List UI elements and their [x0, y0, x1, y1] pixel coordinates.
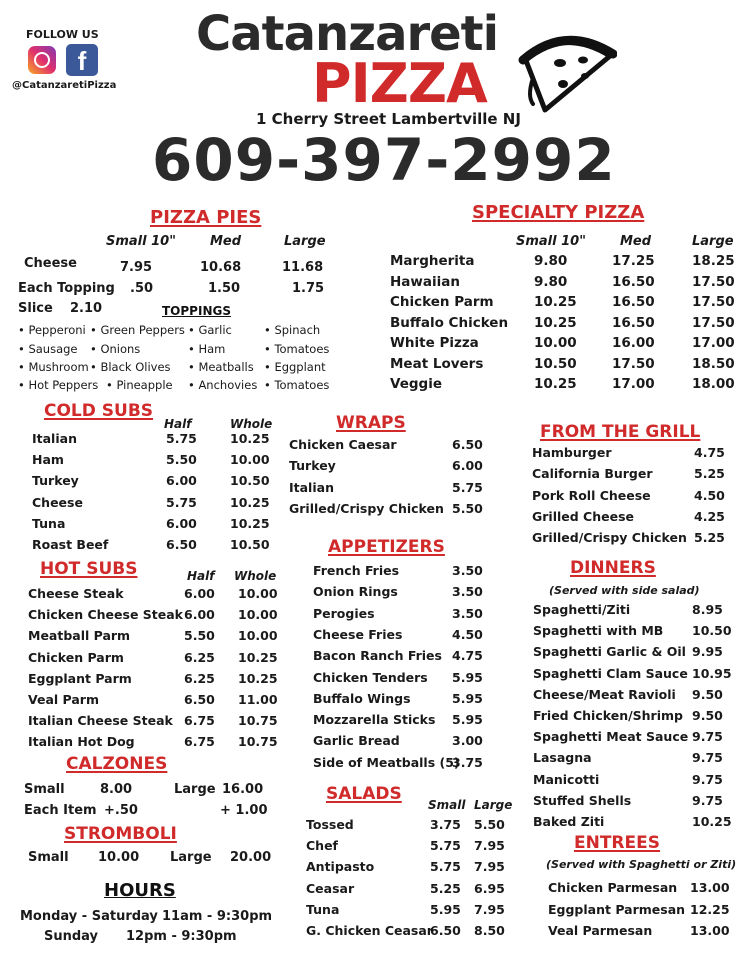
col-large: Large	[284, 234, 326, 249]
specialty-item-large: 17.00	[692, 335, 735, 351]
hot-sub-name: Eggplant Parm	[28, 670, 132, 686]
calzone-each-large: + 1.00	[220, 803, 268, 818]
topping: • Mushroom	[18, 360, 89, 374]
hot-sub-whole: 10.75	[238, 734, 278, 750]
specialty-item-large: 18.25	[692, 253, 735, 269]
topping: • Pineapple	[106, 378, 173, 392]
appetizer-price: 3.00	[452, 733, 483, 749]
phone-number[interactable]: 609-397-2992	[152, 126, 616, 194]
topping: • Black Olives	[90, 360, 171, 374]
hot-sub-name: Veal Parm	[28, 692, 99, 707]
appetizer-price: 5.95	[452, 712, 483, 728]
hot-sub-half: 6.50	[184, 692, 215, 707]
specialty-item-med: 16.00	[612, 335, 655, 351]
hot-sub-whole: 10.00	[238, 607, 278, 623]
salad-name: G. Chicken Ceasar	[306, 923, 433, 938]
pie-large: 11.68	[282, 260, 324, 275]
follow-us-label: FOLLOW US	[26, 28, 99, 41]
dinner-price: 8.95	[692, 602, 723, 617]
cold-sub-whole: 10.50	[230, 473, 270, 489]
specialty-item-large: 17.50	[692, 294, 735, 310]
topping: • Garlic	[188, 323, 232, 337]
entree-name: Veal Parmesan	[548, 923, 653, 938]
salad-large: 7.95	[474, 901, 505, 917]
col-half: Half	[187, 569, 215, 583]
hot-sub-half: 5.50	[184, 628, 215, 644]
appetizer-price: 3.50	[452, 605, 483, 621]
entrees-title: ENTREES	[574, 833, 660, 853]
appetizer-price: 5.95	[452, 669, 483, 685]
salad-large: 8.50	[474, 923, 505, 938]
salad-large: 5.50	[474, 817, 505, 832]
hot-sub-whole: 11.00	[238, 692, 278, 707]
address: 1 Cherry Street Lambertville NJ	[256, 110, 521, 128]
hot-sub-half: 6.75	[184, 734, 215, 750]
specialty-item-small: 10.00	[534, 335, 577, 351]
salad-large: 7.95	[474, 859, 505, 875]
hot-sub-whole: 10.00	[238, 628, 278, 644]
appetizers-title: APPETIZERS	[328, 537, 445, 557]
dinner-price: 10.50	[692, 623, 732, 639]
pizza-slice-icon	[505, 18, 617, 118]
specialty-item-med: 17.25	[612, 253, 655, 269]
wrap-name: Chicken Caesar	[289, 437, 397, 452]
hot-sub-name: Meatball Parm	[28, 628, 131, 644]
entree-name: Eggplant Parmesan	[548, 901, 686, 917]
appetizer-name: Buffalo Wings	[313, 690, 411, 706]
cold-sub-name: Ham	[32, 452, 64, 468]
appetizer-name: Mozzarella Sticks	[313, 712, 436, 728]
dinner-price: 9.75	[692, 771, 723, 787]
hot-sub-whole: 10.00	[238, 586, 278, 601]
cold-subs-title: COLD SUBS	[44, 401, 154, 421]
calzone-large-label: Large	[174, 782, 216, 797]
pizza-pies-title: PIZZA PIES	[150, 207, 262, 228]
appetizer-price: 4.75	[452, 648, 483, 664]
cold-sub-whole: 10.50	[230, 537, 270, 552]
grill-item-name: Hamburger	[532, 445, 612, 460]
col-med: Med	[620, 234, 652, 249]
stromboli-large-label: Large	[170, 850, 212, 865]
salad-name: Tossed	[306, 817, 354, 832]
salad-small: 6.50	[430, 923, 461, 938]
salad-small: 5.75	[430, 859, 461, 875]
topping: • Green Peppers	[90, 323, 185, 337]
dinners-note: (Served with side salad)	[549, 584, 700, 597]
salad-large: 6.95	[474, 880, 505, 896]
wrap-price: 6.00	[452, 458, 483, 474]
salad-name: Antipasto	[306, 859, 375, 875]
wrap-name: Italian	[289, 479, 334, 495]
stromboli-title: STROMBOLI	[64, 824, 177, 844]
specialty-item-med: 16.50	[612, 314, 655, 331]
dinner-name: Spaghetti/Ziti	[533, 602, 631, 617]
salad-name: Ceasar	[306, 880, 355, 896]
dinner-name: Fried Chicken/Shrimp	[533, 708, 683, 723]
specialty-item-name: Margherita	[390, 253, 475, 269]
dinner-price: 10.25	[692, 814, 732, 829]
appetizer-price: 3.50	[452, 584, 483, 600]
calzone-each-small: +.50	[104, 803, 138, 818]
cold-sub-half: 5.75	[166, 431, 197, 446]
hot-sub-whole: 10.25	[238, 649, 278, 665]
dinner-name: Spaghetti with MB	[533, 623, 664, 639]
cold-sub-half: 6.00	[166, 473, 197, 489]
salad-large: 7.95	[474, 838, 505, 854]
hours-days: Monday - Saturday	[20, 909, 158, 924]
col-whole: Whole	[230, 417, 273, 431]
hot-sub-name: Italian Cheese Steak	[28, 713, 173, 729]
hot-subs-title: HOT SUBS	[40, 559, 138, 579]
hot-sub-half: 6.00	[184, 607, 215, 623]
salad-small: 5.25	[430, 880, 461, 896]
toppings-title: TOPPINGS	[162, 304, 231, 318]
hot-sub-name: Chicken Cheese Steak	[28, 607, 183, 623]
grill-item-price: 4.50	[694, 487, 725, 503]
dinner-name: Spaghetti Clam Sauce	[533, 665, 688, 681]
appetizer-price: 4.50	[452, 626, 483, 642]
wrap-name: Turkey	[289, 458, 336, 474]
dinner-name: Cheese/Meat Ravioli	[533, 686, 676, 702]
stromboli-large-price: 20.00	[230, 850, 272, 865]
appetizer-name: Garlic Bread	[313, 733, 400, 749]
grill-title: FROM THE GRILL	[540, 422, 701, 442]
topping: • Onions	[90, 342, 141, 356]
pie-small: 7.95	[120, 260, 153, 275]
specialty-item-small: 10.25	[534, 294, 577, 310]
salad-name: Tuna	[306, 901, 340, 917]
topping: • Pepperoni	[18, 323, 86, 337]
instagram-icon[interactable]	[28, 46, 56, 74]
hot-sub-half: 6.00	[184, 586, 215, 601]
dinner-name: Spaghetti Garlic & Oil	[533, 644, 686, 660]
dinner-price: 9.50	[692, 686, 723, 702]
slice-price: 2.10	[70, 301, 103, 316]
dinner-price: 9.75	[692, 792, 723, 808]
pie-med: 10.68	[200, 260, 242, 275]
hot-sub-half: 6.25	[184, 649, 215, 665]
appetizer-name: Chicken Tenders	[313, 669, 428, 685]
specialty-item-name: White Pizza	[390, 335, 479, 351]
specialty-item-med: 16.50	[612, 294, 655, 310]
hours-title: HOURS	[104, 880, 176, 901]
topping: • Tomatoes	[264, 342, 330, 356]
specialty-item-large: 17.50	[692, 314, 735, 331]
specialty-item-med: 17.00	[612, 376, 655, 392]
calzone-large-price: 16.00	[222, 782, 264, 797]
pie-large: 1.75	[292, 281, 325, 296]
calzone-small-label: Small	[24, 782, 65, 797]
calzone-small-price: 8.00	[100, 782, 133, 797]
appetizer-name: Onion Rings	[313, 584, 398, 600]
appetizer-price: 3.75	[452, 754, 483, 770]
entrees-note: (Served with Spaghetti or Ziti)	[546, 858, 737, 871]
specialty-item-name: Chicken Parm	[390, 294, 494, 310]
appetizer-name: French Fries	[313, 563, 400, 578]
entree-name: Chicken Parmesan	[548, 880, 678, 895]
specialty-item-large: 18.50	[692, 355, 735, 372]
specialty-item-large: 17.50	[692, 273, 735, 290]
specialty-item-small: 10.25	[534, 314, 577, 331]
cold-sub-whole: 10.25	[230, 494, 270, 510]
salad-small: 3.75	[430, 817, 461, 832]
dinner-name: Spaghetti Meat Sauce	[533, 729, 689, 745]
hot-sub-name: Italian Hot Dog	[28, 734, 135, 750]
stromboli-small-price: 10.00	[98, 850, 140, 865]
appetizer-name: Side of Meatballs (5)	[313, 754, 460, 770]
grill-item-price: 4.25	[694, 508, 725, 524]
calzone-each-label: Each Item	[24, 803, 97, 818]
dinner-price: 9.75	[692, 750, 723, 766]
specialty-item-large: 18.00	[692, 376, 735, 392]
topping: • Tomatoes	[264, 378, 330, 392]
wraps-title: WRAPS	[336, 413, 406, 433]
specialty-title: SPECIALTY PIZZA	[472, 202, 645, 223]
appetizer-price: 5.95	[452, 690, 483, 706]
topping: • Ham	[188, 342, 226, 356]
hot-sub-whole: 10.75	[238, 713, 278, 729]
topping: • Hot Peppers	[18, 378, 99, 392]
hot-sub-name: Chicken Parm	[28, 649, 124, 665]
cold-sub-name: Turkey	[32, 473, 79, 489]
grill-item-name: Grilled Cheese	[532, 508, 635, 524]
cold-sub-half: 6.00	[166, 515, 197, 531]
hot-sub-half: 6.75	[184, 713, 215, 729]
dinner-price: 9.95	[692, 644, 723, 660]
entree-price: 12.25	[690, 901, 730, 917]
wrap-price: 5.50	[452, 500, 483, 516]
dinner-price: 9.50	[692, 708, 723, 723]
hours-days: Sunday	[44, 929, 99, 944]
cold-sub-whole: 10.25	[230, 515, 270, 531]
grill-item-price: 5.25	[694, 466, 725, 482]
col-whole: Whole	[234, 569, 277, 583]
pie-med: 1.50	[208, 281, 241, 296]
grill-item-price: 4.75	[694, 445, 725, 460]
specialty-item-name: Meat Lovers	[390, 355, 484, 372]
cold-sub-name: Italian	[32, 431, 77, 446]
dinner-price: 10.95	[692, 665, 732, 681]
col-large: Large	[474, 798, 513, 812]
hot-sub-name: Cheese Steak	[28, 586, 124, 601]
brand-name: Catanzareti	[196, 6, 499, 62]
specialty-item-small: 10.25	[534, 376, 577, 392]
specialty-item-name: Buffalo Chicken	[390, 314, 509, 331]
dinner-price: 9.75	[692, 729, 723, 745]
salad-small: 5.75	[430, 838, 461, 854]
specialty-item-name: Hawaiian	[390, 273, 460, 290]
cold-sub-name: Roast Beef	[32, 537, 109, 552]
hours-time: 11am - 9:30pm	[162, 909, 273, 924]
dinner-name: Baked Ziti	[533, 814, 605, 829]
hours-time: 12pm - 9:30pm	[126, 929, 237, 944]
salad-name: Chef	[306, 838, 338, 854]
facebook-icon[interactable]: f	[66, 44, 98, 76]
specialty-item-med: 16.50	[612, 273, 655, 290]
grill-item-name: Grilled/Crispy Chicken	[532, 530, 687, 546]
topping: • Spinach	[264, 323, 321, 337]
appetizer-name: Perogies	[313, 605, 375, 621]
col-small: Small	[428, 798, 466, 812]
cold-sub-half: 5.50	[166, 452, 197, 468]
cold-sub-half: 6.50	[166, 537, 197, 552]
cold-sub-half: 5.75	[166, 494, 197, 510]
grill-item-name: Pork Roll Cheese	[532, 487, 651, 503]
stromboli-small-label: Small	[28, 850, 69, 865]
col-small: Small 10"	[516, 234, 586, 249]
dinners-title: DINNERS	[570, 558, 656, 578]
appetizer-price: 3.50	[452, 563, 483, 578]
social-handle: @CatanzaretiPizza	[12, 80, 117, 91]
hot-sub-whole: 10.25	[238, 670, 278, 686]
topping: • Meatballs	[188, 360, 254, 374]
cold-sub-whole: 10.00	[230, 452, 270, 468]
calzones-title: CALZONES	[66, 754, 168, 774]
dinner-name: Manicotti	[533, 771, 600, 787]
dinner-name: Lasagna	[533, 750, 592, 766]
dinner-name: Stuffed Shells	[533, 792, 632, 808]
col-half: Half	[164, 417, 192, 431]
wrap-price: 5.75	[452, 479, 483, 495]
col-med: Med	[210, 234, 242, 249]
pie-small: .50	[130, 281, 154, 296]
specialty-item-name: Veggie	[390, 376, 442, 392]
specialty-item-small: 9.80	[534, 273, 568, 290]
salads-title: SALADS	[326, 784, 402, 804]
entree-price: 13.00	[690, 923, 730, 938]
pie-name: Cheese	[24, 256, 77, 271]
salad-small: 5.95	[430, 901, 461, 917]
cold-sub-whole: 10.25	[230, 431, 270, 446]
grill-item-name: California Burger	[532, 466, 653, 482]
slice-label: Slice	[18, 301, 53, 316]
cold-sub-name: Cheese	[32, 494, 83, 510]
grill-item-price: 5.25	[694, 530, 725, 546]
specialty-item-med: 17.50	[612, 355, 655, 372]
entree-price: 13.00	[690, 880, 730, 895]
appetizer-name: Cheese Fries	[313, 626, 403, 642]
topping: • Sausage	[18, 342, 78, 356]
hot-sub-half: 6.25	[184, 670, 215, 686]
col-large: Large	[692, 234, 734, 249]
brand-pizza: PIZZA	[312, 52, 487, 115]
topping: • Eggplant	[264, 360, 326, 374]
pie-name: Each Topping	[18, 281, 115, 296]
wrap-price: 6.50	[452, 437, 483, 452]
specialty-item-small: 9.80	[534, 253, 568, 269]
cold-sub-name: Tuna	[32, 515, 66, 531]
topping: • Anchovies	[188, 378, 258, 392]
wrap-name: Grilled/Crispy Chicken	[289, 500, 444, 516]
col-small: Small 10"	[106, 234, 176, 249]
specialty-item-small: 10.50	[534, 355, 577, 372]
appetizer-name: Bacon Ranch Fries	[313, 648, 442, 664]
